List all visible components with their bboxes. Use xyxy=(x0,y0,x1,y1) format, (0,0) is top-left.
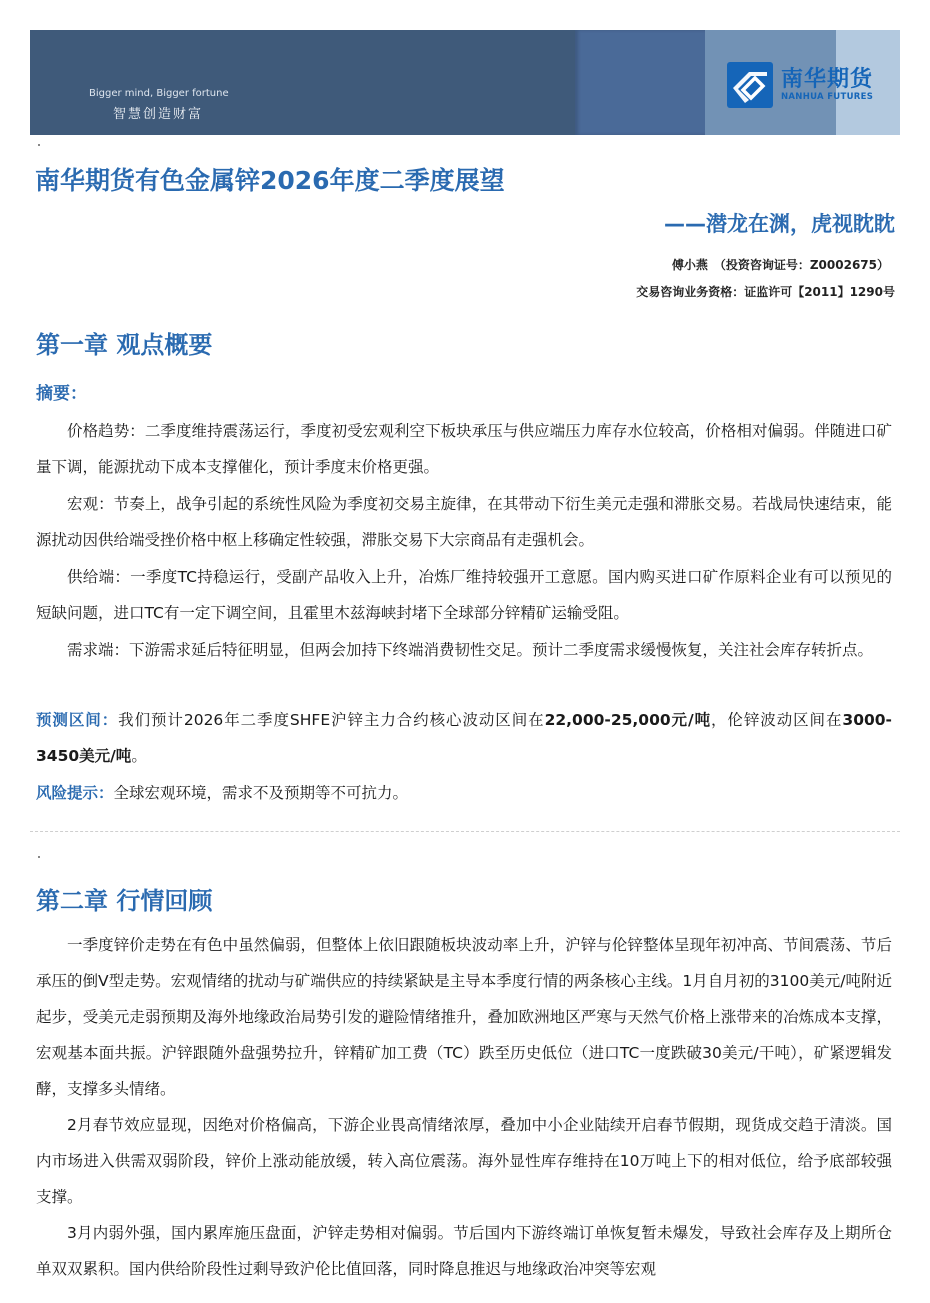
report-title: 南华期货有色金属锌2026年度二季度展望 xyxy=(35,166,505,195)
company-logo xyxy=(727,62,873,108)
banner-band-mid xyxy=(575,30,705,135)
chapter-1-heading: 第一章 观点概要 xyxy=(36,331,213,359)
review-march: 3月内弱外强，国内累库施压盘面，沪锌走势相对偏弱。节后国内下游终端订单恢复暂未爆发，导致社会库存及上期所仓单双双累积。国内供给阶段性过剩导致沪伦比值回落，同时降息推迟与地缘政治冲突等宏观 xyxy=(36,1224,892,1278)
author-line: 傅小燕 （投资咨询证号：Z0002675） xyxy=(671,258,889,272)
summary-macro: 宏观：节奏上，战争引起的系统性风险为季度初交易主旋律，在其带动下衍生美元走强和滞胀交易。若战局快速结束，能源扰动因供给端受挫价格中枢上移确定性较强，滞胀交易下大宗商品有走强机会。 xyxy=(36,495,892,549)
forecast-range xyxy=(36,702,892,774)
logo-english-name: NANHUA FUTURES xyxy=(781,91,874,102)
summary-supply: 供给端：一季度TC持稳运行，受副产品收入上升，冶炼厂维持较强开工意愿。国内购买进口矿作原料企业有可以预见的短缺问题，进口TC有一定下调空间，且霍里木兹海峡封堵下全球部分锌精矿运输受阻。 xyxy=(36,568,892,622)
slogan-english: Bigger mind, Bigger fortune xyxy=(89,88,229,99)
nanhua-logo-icon xyxy=(727,62,773,108)
forecast-text-3: 。 xyxy=(131,747,147,765)
chapter-2-heading: 第二章 行情回顾 xyxy=(36,887,213,915)
section-divider xyxy=(30,831,900,832)
review-january: 一季度锌价走势在有色中虽然偏弱，但整体上依旧跟随板块波动率上升，沪锌与伦锌整体呈现年初冲高、节间震荡、节后承压的倒V型走势。宏观情绪的扰动与矿端供应的持续紧缺是主导本季度行情的两条核心主线。1月自月初的3100美元/吨附近起步，受美元走弱预期及海外地缘政治局势引发的避险情绪推升，叠加欧洲地区严寒与天然气价格上涨带来的冶炼成本支撑，宏观基本面共振。沪锌跟随外盘强势拉升，锌精矿加工费（TC）跌至历史低位（进口TC一度跌破30美元/干吨），矿紧逻辑发酵，支撑多头情绪。 xyxy=(36,936,892,1098)
logo-chinese-name: 南华期货 xyxy=(781,66,874,92)
summary-price-trend: 价格趋势：二季度维持震荡运行，季度初受宏观利空下板块承压与供应端压力库存水位较高，价格相对偏弱。伴随进口矿量下调，能源扰动下成本支撑催化，预计季度末价格更强。 xyxy=(36,422,892,476)
header-banner xyxy=(30,30,900,135)
report-subtitle: ——潜龙在渊，虎视眈眈 xyxy=(664,212,895,236)
summary-label: 摘要： xyxy=(36,384,87,404)
banner-band-dark xyxy=(30,30,575,135)
review-february: 2月春节效应显现，因绝对价格偏高，下游企业畏高情绪浓厚，叠加中小企业陆续开启春节假期，现货成交趋于清淡。国内市场进入供需双弱阶段，锌价上涨动能放缓，转入高位震荡。海外显性库存维持在10万吨上下的相对低位，给予底部较强支撑。 xyxy=(36,1116,892,1206)
anchor-mark xyxy=(38,856,40,858)
forecast-shfe-range: 22,000-25,000元/吨 xyxy=(544,711,711,729)
license-line: 交易咨询业务资格：证监许可【2011】1290号 xyxy=(636,285,895,299)
summary-demand: 需求端：下游需求延后特征明显，但两会加持下终端消费韧性交足。预计二季度需求缓慢恢复，关注社会库存转折点。 xyxy=(67,641,874,659)
risk-text: 全球宏观环境，需求不及预期等不可抗力。 xyxy=(113,784,409,802)
anchor-mark xyxy=(38,144,40,146)
forecast-text-1: 我们预计2026年二季度SHFE沪锌主力合约核心波动区间在 xyxy=(118,711,545,729)
forecast-lme-range: 3000-3450美元/吨 xyxy=(36,711,892,765)
forecast-label: 预测区间： xyxy=(36,711,119,729)
risk-label: 风险提示： xyxy=(36,784,114,802)
slogan-chinese: 智慧创造财富 xyxy=(113,107,204,122)
forecast-text-2: ，伦锌波动区间在 xyxy=(711,711,843,729)
risk-warning xyxy=(36,775,892,811)
